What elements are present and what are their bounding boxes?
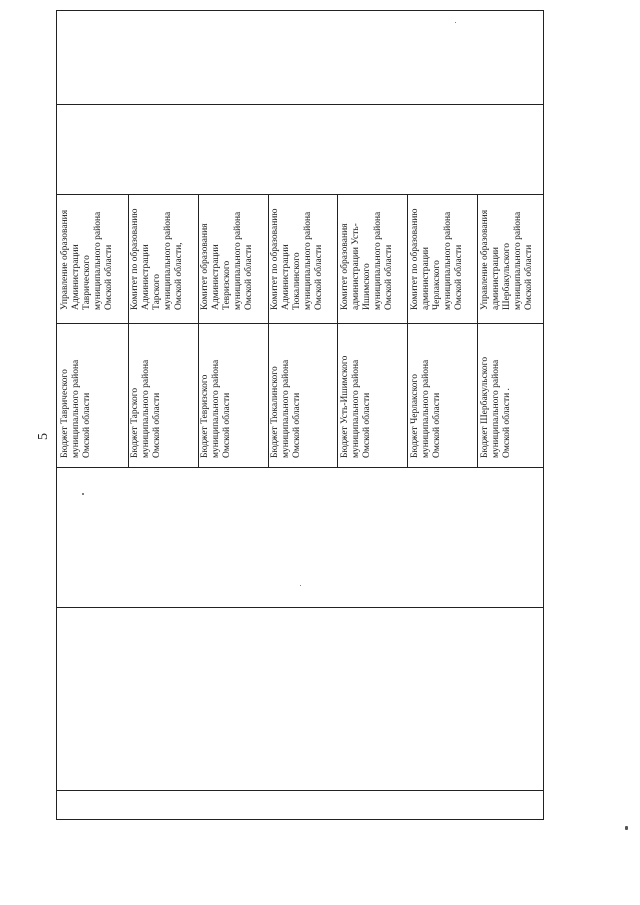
scan-speck (300, 585, 301, 586)
row-separator (477, 194, 478, 467)
row-separator (337, 194, 338, 467)
admin-cell: Управление образования Администрации Таврического муниципального района Омской области (60, 209, 114, 310)
row-separator (407, 194, 408, 467)
column-separator (57, 607, 543, 608)
row-separator (128, 194, 129, 467)
admin-cell: Комитет образования Администрации Тевризского муниципального района Омской области (200, 211, 254, 310)
scan-speck (625, 826, 628, 830)
budget-cell: Бюджет Тарского муниципального района Омской области (130, 359, 162, 458)
row-separator (198, 194, 199, 467)
budget-cell: Бюджет Тевризского муниципального района Омской области (200, 359, 232, 458)
admin-cell: Комитет по образованию администрации Черлакского муниципального района Омской области (410, 208, 464, 310)
admin-cell: Управление образования администрации Шербакульского муниципального района Омской области (480, 209, 534, 310)
budget-cell: Бюджет Шербакульского муниципального района Омской области . (480, 356, 512, 458)
admin-cell: Комитет образования администрации Усть- Ишимского муниципального района Омской области (340, 211, 394, 310)
column-separator (57, 323, 543, 324)
column-separator (57, 790, 543, 791)
column-separator (57, 467, 543, 468)
column-separator (57, 104, 543, 105)
budget-cell: Бюджет Черлакского муниципального района Омской области (410, 359, 442, 458)
budget-cell: Бюджет Усть-Ишимского муниципального района Омской области (340, 355, 372, 458)
page-number: 5 (36, 433, 51, 440)
scan-speck (82, 493, 84, 495)
admin-cell: Комитет по образованию Администрации Тарского муниципального района Омской области, (130, 208, 184, 310)
row-separator (268, 194, 269, 467)
scan-speck (455, 22, 456, 23)
budget-cell: Бюджет Таврического муниципального района Омской области (60, 359, 92, 458)
budget-cell: Бюджет Тюкалинского муниципального района Омской области (270, 359, 302, 458)
admin-cell: Комитет по образованию Администрации Тюкалинского муниципального района Омской области (270, 208, 324, 310)
